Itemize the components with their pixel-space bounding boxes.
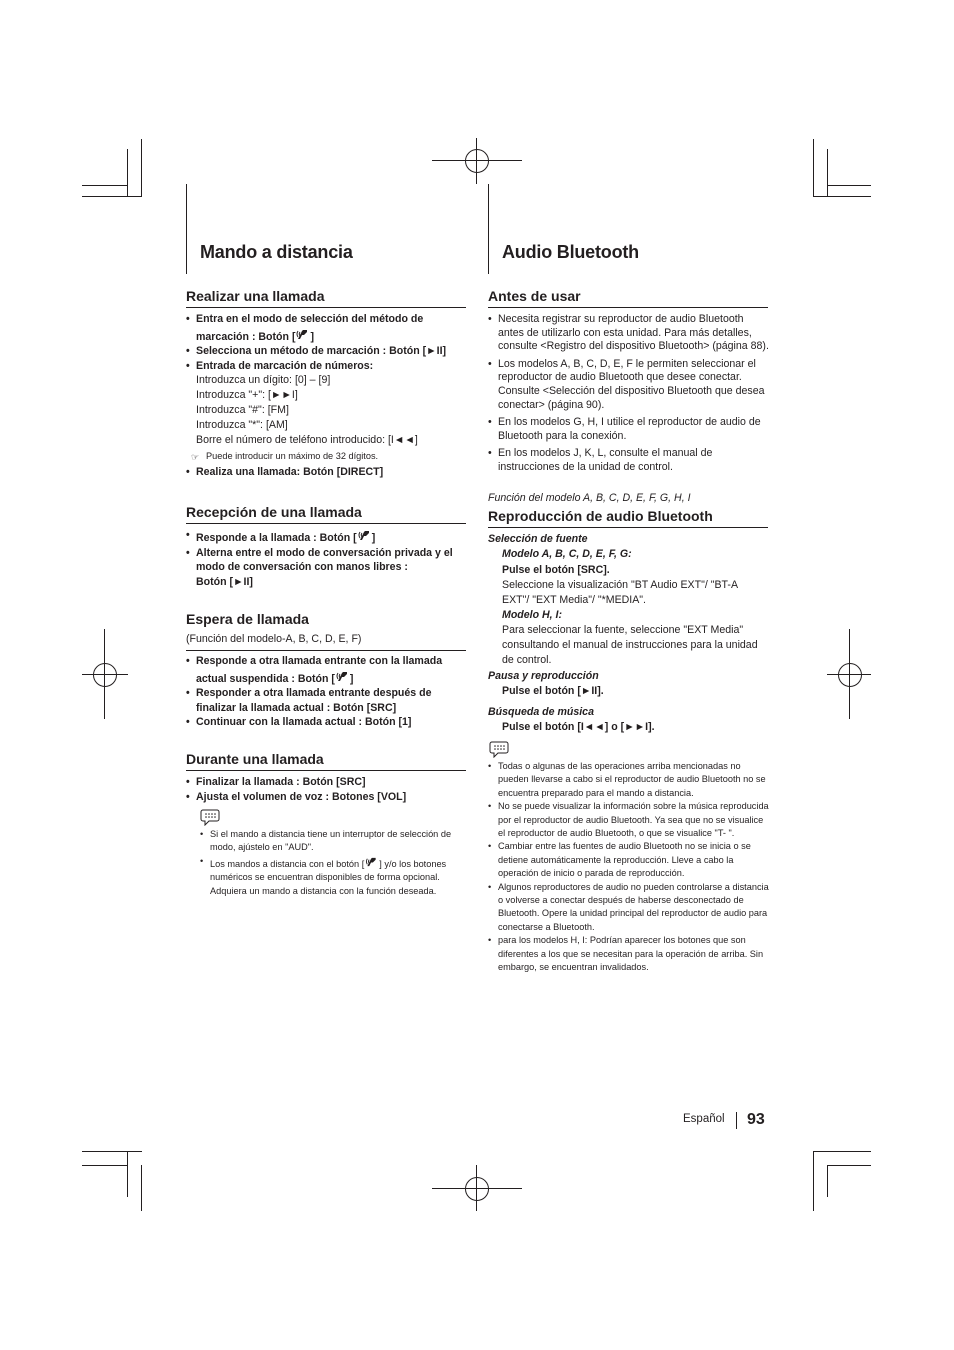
section-heading-before-use: Antes de usar	[488, 288, 768, 308]
phone-button-icon	[335, 670, 350, 688]
make-call-list-2	[186, 465, 468, 480]
model-abcdefg-label: Modelo A, B, C, D, E, F, G:	[502, 548, 632, 560]
section-heading-make-call: Realizar una llamada	[186, 288, 466, 308]
during-call-list	[186, 775, 468, 804]
divider	[186, 650, 466, 651]
list-item: • No se puede visualizar la información sobre la música reproducida por el reproductor de audio Bluetooth. Ya sea que no se visualice el reproductor de audio Bluetooth, o que se visualice "T- ".	[488, 800, 770, 840]
list-item: • Responde a otra llamada entrante con la llamada actual suspendida : Botón [ ]	[186, 654, 468, 686]
pause-play-text: Pulse el botón [►II].	[502, 685, 604, 697]
list-item: • Entrada de marcación de números: Introduzca un dígito: [0] – [9] Introduzca "+": [►►I] Introduzca "#": [FM] Introduzca "*": [AM] Borre el número de teléfono introducido: [I◄◄]	[186, 359, 468, 449]
list-item: • Entra en el modo de selección del método de marcación : Botón [ ]	[186, 312, 468, 344]
section-heading-call-waiting: Espera de llamada	[186, 611, 309, 627]
section-heading-receive-call: Recepción de una llamada	[186, 504, 466, 524]
hint-icon: ☞	[191, 452, 200, 462]
list-item: • Selecciona un método de marcación : Botón [►II]	[186, 344, 468, 359]
list-item: • En los modelos G, H, I utilice el reproductor de audio de Bluetooth para la conexión.	[488, 416, 770, 443]
receive-call-list	[186, 528, 468, 590]
list-item: • Cambiar entre las fuentes de audio Bluetooth no se inicia o se detiene automáticamente la reproducción. Lleve a cabo la operación de inicio o parada de reproducción.	[488, 840, 770, 880]
list-item: • Algunos reproductores de audio no pueden controlarse a distancia o volverse a conectar después de haberse desconectado de Bluetooth. Opere la unidad principal del reproductor de audio para conectarse a Bluetooth.	[488, 881, 770, 935]
list-item: • Necesita registrar su reproductor de audio Bluetooth antes de utilizarlo con esta unidad. Para más detalles, consulte <Registro del dispositivo Bluetooth> (página 88).	[488, 313, 770, 354]
list-item: • Los mandos a distancia con el botón [ ] y/o los botones numéricos se encuentran disponibles de forma opcional. Adquiera un mando a distancia con la función deseada.	[200, 855, 466, 898]
phone-button-icon	[295, 328, 310, 346]
list-item: • Responder a otra llamada entrante después de finalizar la llamada actual : Botón [SRC]	[186, 686, 468, 715]
source-selection-title: Selección de fuente	[488, 533, 588, 545]
digit-entry: Introduzca un dígito: [0] – [9]	[196, 374, 331, 386]
make-call-list	[186, 312, 468, 448]
list-item: • En los modelos J, K, L, consulte el manual de instrucciones de la unidad de control.	[488, 447, 770, 474]
footer-separator	[736, 1112, 737, 1129]
note-icon	[200, 808, 220, 826]
list-item: • Ajusta el volumen de voz : Botones [VOL]	[186, 790, 468, 805]
list-item: • Finalizar la llamada : Botón [SRC]	[186, 775, 468, 790]
right-page-title: Audio Bluetooth	[502, 242, 639, 262]
playback-function-note: Función del modelo A, B, C, D, E, F, G, H, I	[488, 492, 691, 504]
list-item: • Continuar con la llamada actual : Botón [1]	[186, 715, 468, 730]
right-title-bar	[488, 184, 489, 274]
plus-entry: Introduzca "+": [►►I]	[196, 389, 298, 401]
press-src-text: Pulse el botón [SRC].	[502, 564, 610, 576]
erase-entry: Borre el número de teléfono introducido: [I◄◄]	[196, 434, 418, 446]
model-hi-text: Para seleccionar la fuente, seleccione "EXT Media" consultando el manual de instrucciones para la unidad de control.	[502, 624, 758, 666]
list-item: • Los modelos A, B, C, D, E, F le permiten seleccionar el reproductor de audio Bluetooth que desee conectar. Consulte <Selección del dispositivo Bluetooth que desea conectar> (página 90).	[488, 358, 770, 412]
section-heading-during-call: Durante una llamada	[186, 751, 466, 771]
list-item: • Realiza una llamada: Botón [DIRECT]	[186, 465, 468, 480]
model-hi-label: Modelo H, I:	[502, 609, 563, 621]
phone-button-icon	[364, 856, 379, 872]
call-waiting-model-note: (Función del modelo-A, B, C, D, E, F)	[186, 633, 362, 645]
pause-play-title: Pausa y reproducción	[488, 670, 599, 682]
call-waiting-list	[186, 654, 468, 730]
footer-language: Español	[683, 1113, 725, 1125]
note-icon	[489, 740, 509, 758]
left-page-title: Mando a distancia	[200, 242, 353, 262]
section-heading-playback: Reproducción de audio Bluetooth	[488, 508, 768, 528]
select-display-text: Seleccione la visualización "BT Audio EXT"/ "BT-A EXT"/ "EXT Media"/ "*MEDIA".	[502, 579, 738, 606]
list-item: • para los modelos H, I: Podrían aparecer los botones que son diferentes a los que se necesitan para la operación de arriba. Sin embargo, se encuentran invalidados.	[488, 934, 770, 974]
list-item: • Todas o algunas de las operaciones arriba mencionadas no pueden llevarse a cabo si el reproductor de audio Bluetooth no se encuentra preparado para el mando a distancia.	[488, 760, 770, 800]
list-item: • Alterna entre el modo de conversación privada y el modo de conversación con manos libres : Botón [►II]	[186, 546, 468, 590]
before-use-list	[488, 313, 770, 475]
page-number: 93	[747, 1111, 765, 1128]
playback-notes	[488, 760, 770, 975]
music-search-text: Pulse el botón [I◄◄] o [►►I].	[502, 721, 655, 733]
phone-button-icon	[357, 529, 372, 547]
max-digits-note: Puede introducir un máximo de 32 dígitos.	[206, 451, 379, 461]
list-item: • Si el mando a distancia tiene un interruptor de selección de modo, ajústelo en "AUD".	[200, 828, 466, 855]
during-call-notes	[200, 828, 466, 898]
list-item: • Responde a la llamada : Botón [ ]	[186, 528, 468, 546]
music-search-title: Búsqueda de música	[488, 706, 594, 718]
star-entry: Introduzca "*": [AM]	[196, 419, 288, 431]
hash-entry: Introduzca "#": [FM]	[196, 404, 289, 416]
left-title-bar	[186, 184, 187, 274]
